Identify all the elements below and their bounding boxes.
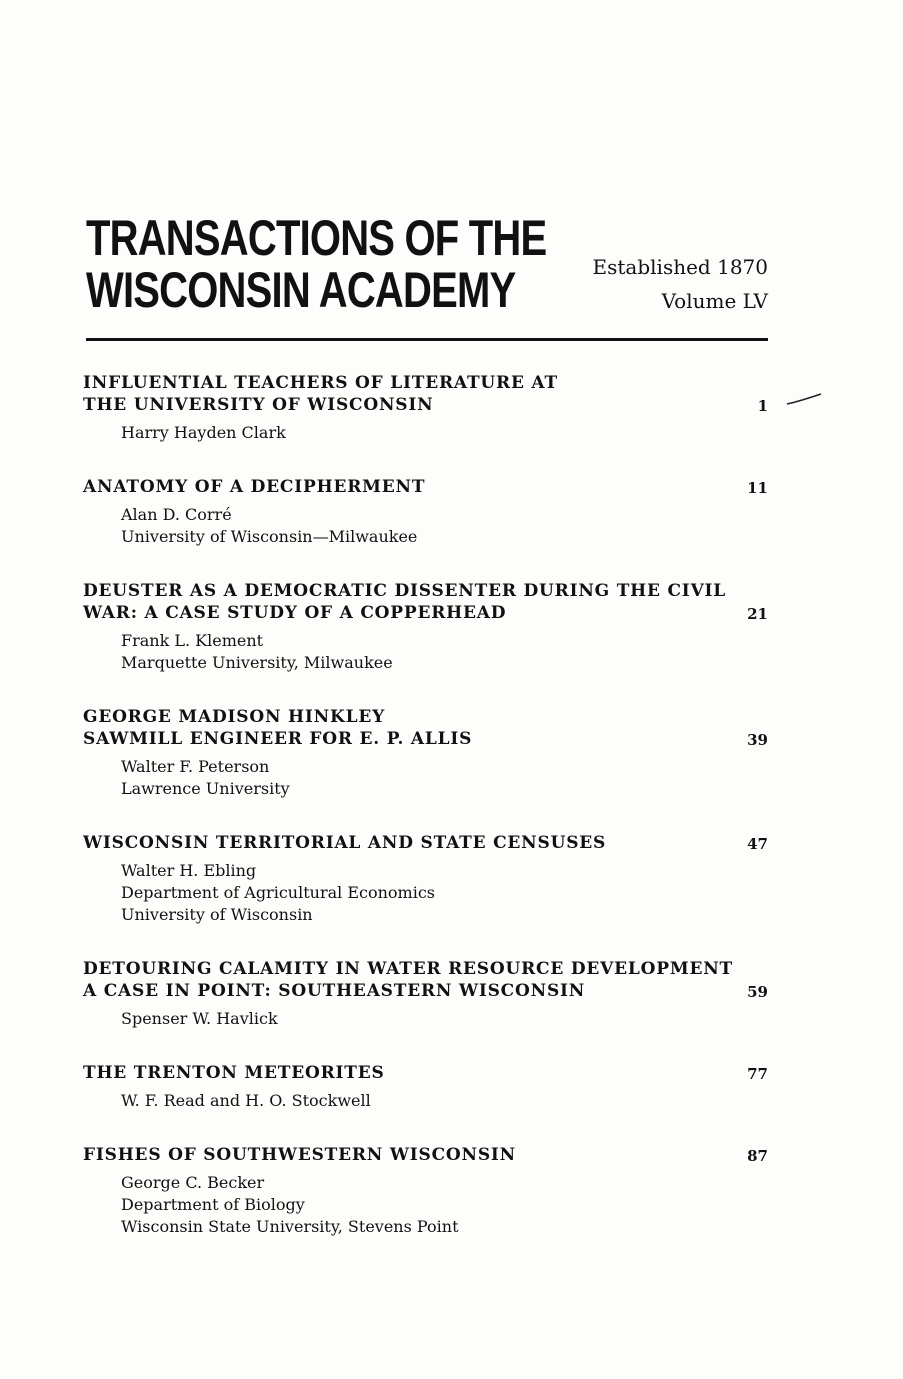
- page-number: 47: [747, 835, 768, 853]
- page-number: 1: [757, 397, 768, 415]
- article-title: WISCONSIN TERRITORIAL AND STATE CENSUSES: [83, 833, 607, 853]
- author-line: Lawrence University: [121, 779, 290, 798]
- author-line: Walter F. Peterson: [121, 757, 270, 776]
- author-block: [121, 756, 768, 800]
- article-title: DETOURING CALAMITY IN WATER RESOURCE DEVELOPMENT: [83, 959, 733, 979]
- author-line: University of Wisconsin: [121, 905, 313, 924]
- author-block: [121, 860, 768, 926]
- article-title: A CASE IN POINT: SOUTHEASTERN WISCONSIN: [83, 981, 586, 1001]
- toc-entry[interactable]: [83, 706, 768, 800]
- header-rule: [86, 338, 768, 341]
- author-block: [121, 1008, 768, 1030]
- author-line: Harry Hayden Clark: [121, 423, 286, 442]
- toc-entry[interactable]: [83, 958, 768, 1030]
- author-block: [121, 1172, 768, 1238]
- author-block: [121, 504, 768, 548]
- toc-entry[interactable]: [83, 1144, 768, 1238]
- author-line: George C. Becker: [121, 1173, 265, 1192]
- page-number: 59: [747, 983, 768, 1001]
- page-number: 87: [747, 1147, 768, 1165]
- toc-entry[interactable]: [83, 580, 768, 674]
- author-line: Spenser W. Havlick: [121, 1009, 278, 1028]
- author-line: Alan D. Corré: [121, 505, 232, 524]
- toc-entry[interactable]: [83, 1062, 768, 1112]
- page-number: 21: [747, 605, 768, 623]
- author-block: [121, 1090, 768, 1112]
- author-line: Walter H. Ebling: [121, 861, 257, 880]
- article-title: THE TRENTON METEORITES: [83, 1063, 385, 1083]
- author-line: Department of Agricultural Economics: [121, 883, 435, 902]
- author-line: Frank L. Klement: [121, 631, 264, 650]
- toc-entry[interactable]: [83, 372, 768, 444]
- article-title: FISHES OF SOUTHWESTERN WISCONSIN: [83, 1145, 517, 1165]
- article-title: SAWMILL ENGINEER FOR E. P. ALLIS: [83, 729, 473, 749]
- article-title: GEORGE MADISON HINKLEY: [83, 707, 386, 727]
- author-line: W. F. Read and H. O. Stockwell: [121, 1091, 371, 1110]
- page-number: 11: [747, 479, 768, 497]
- toc-entry[interactable]: [83, 476, 768, 548]
- author-line: Department of Biology: [121, 1195, 305, 1214]
- table-of-contents: [83, 372, 768, 1270]
- volume-text: Volume LV: [661, 289, 768, 313]
- journal-title-line: TRANSACTIONS OF THE: [86, 210, 547, 266]
- journal-title-line: WISCONSIN ACADEMY: [86, 262, 516, 318]
- established-text: Established 1870: [592, 255, 768, 279]
- journal-title: [86, 212, 661, 316]
- page-number: 77: [747, 1065, 768, 1083]
- author-line: Marquette University, Milwaukee: [121, 653, 393, 672]
- article-title: DEUSTER AS A DEMOCRATIC DISSENTER DURING THE CIVIL: [83, 581, 727, 601]
- author-block: [121, 422, 768, 444]
- toc-entry[interactable]: [83, 832, 768, 926]
- article-title: THE UNIVERSITY OF WISCONSIN: [83, 395, 434, 415]
- article-title: INFLUENTIAL TEACHERS OF LITERATURE AT: [83, 373, 558, 393]
- author-line: University of Wisconsin—Milwaukee: [121, 527, 418, 546]
- author-line: Wisconsin State University, Stevens Point: [121, 1217, 459, 1236]
- pen-mark-icon: [785, 392, 825, 408]
- author-block: [121, 630, 768, 674]
- article-title: ANATOMY OF A DECIPHERMENT: [83, 477, 426, 497]
- page-number: 39: [747, 731, 768, 749]
- article-title: WAR: A CASE STUDY OF A COPPERHEAD: [83, 603, 507, 623]
- journal-meta: [593, 250, 768, 318]
